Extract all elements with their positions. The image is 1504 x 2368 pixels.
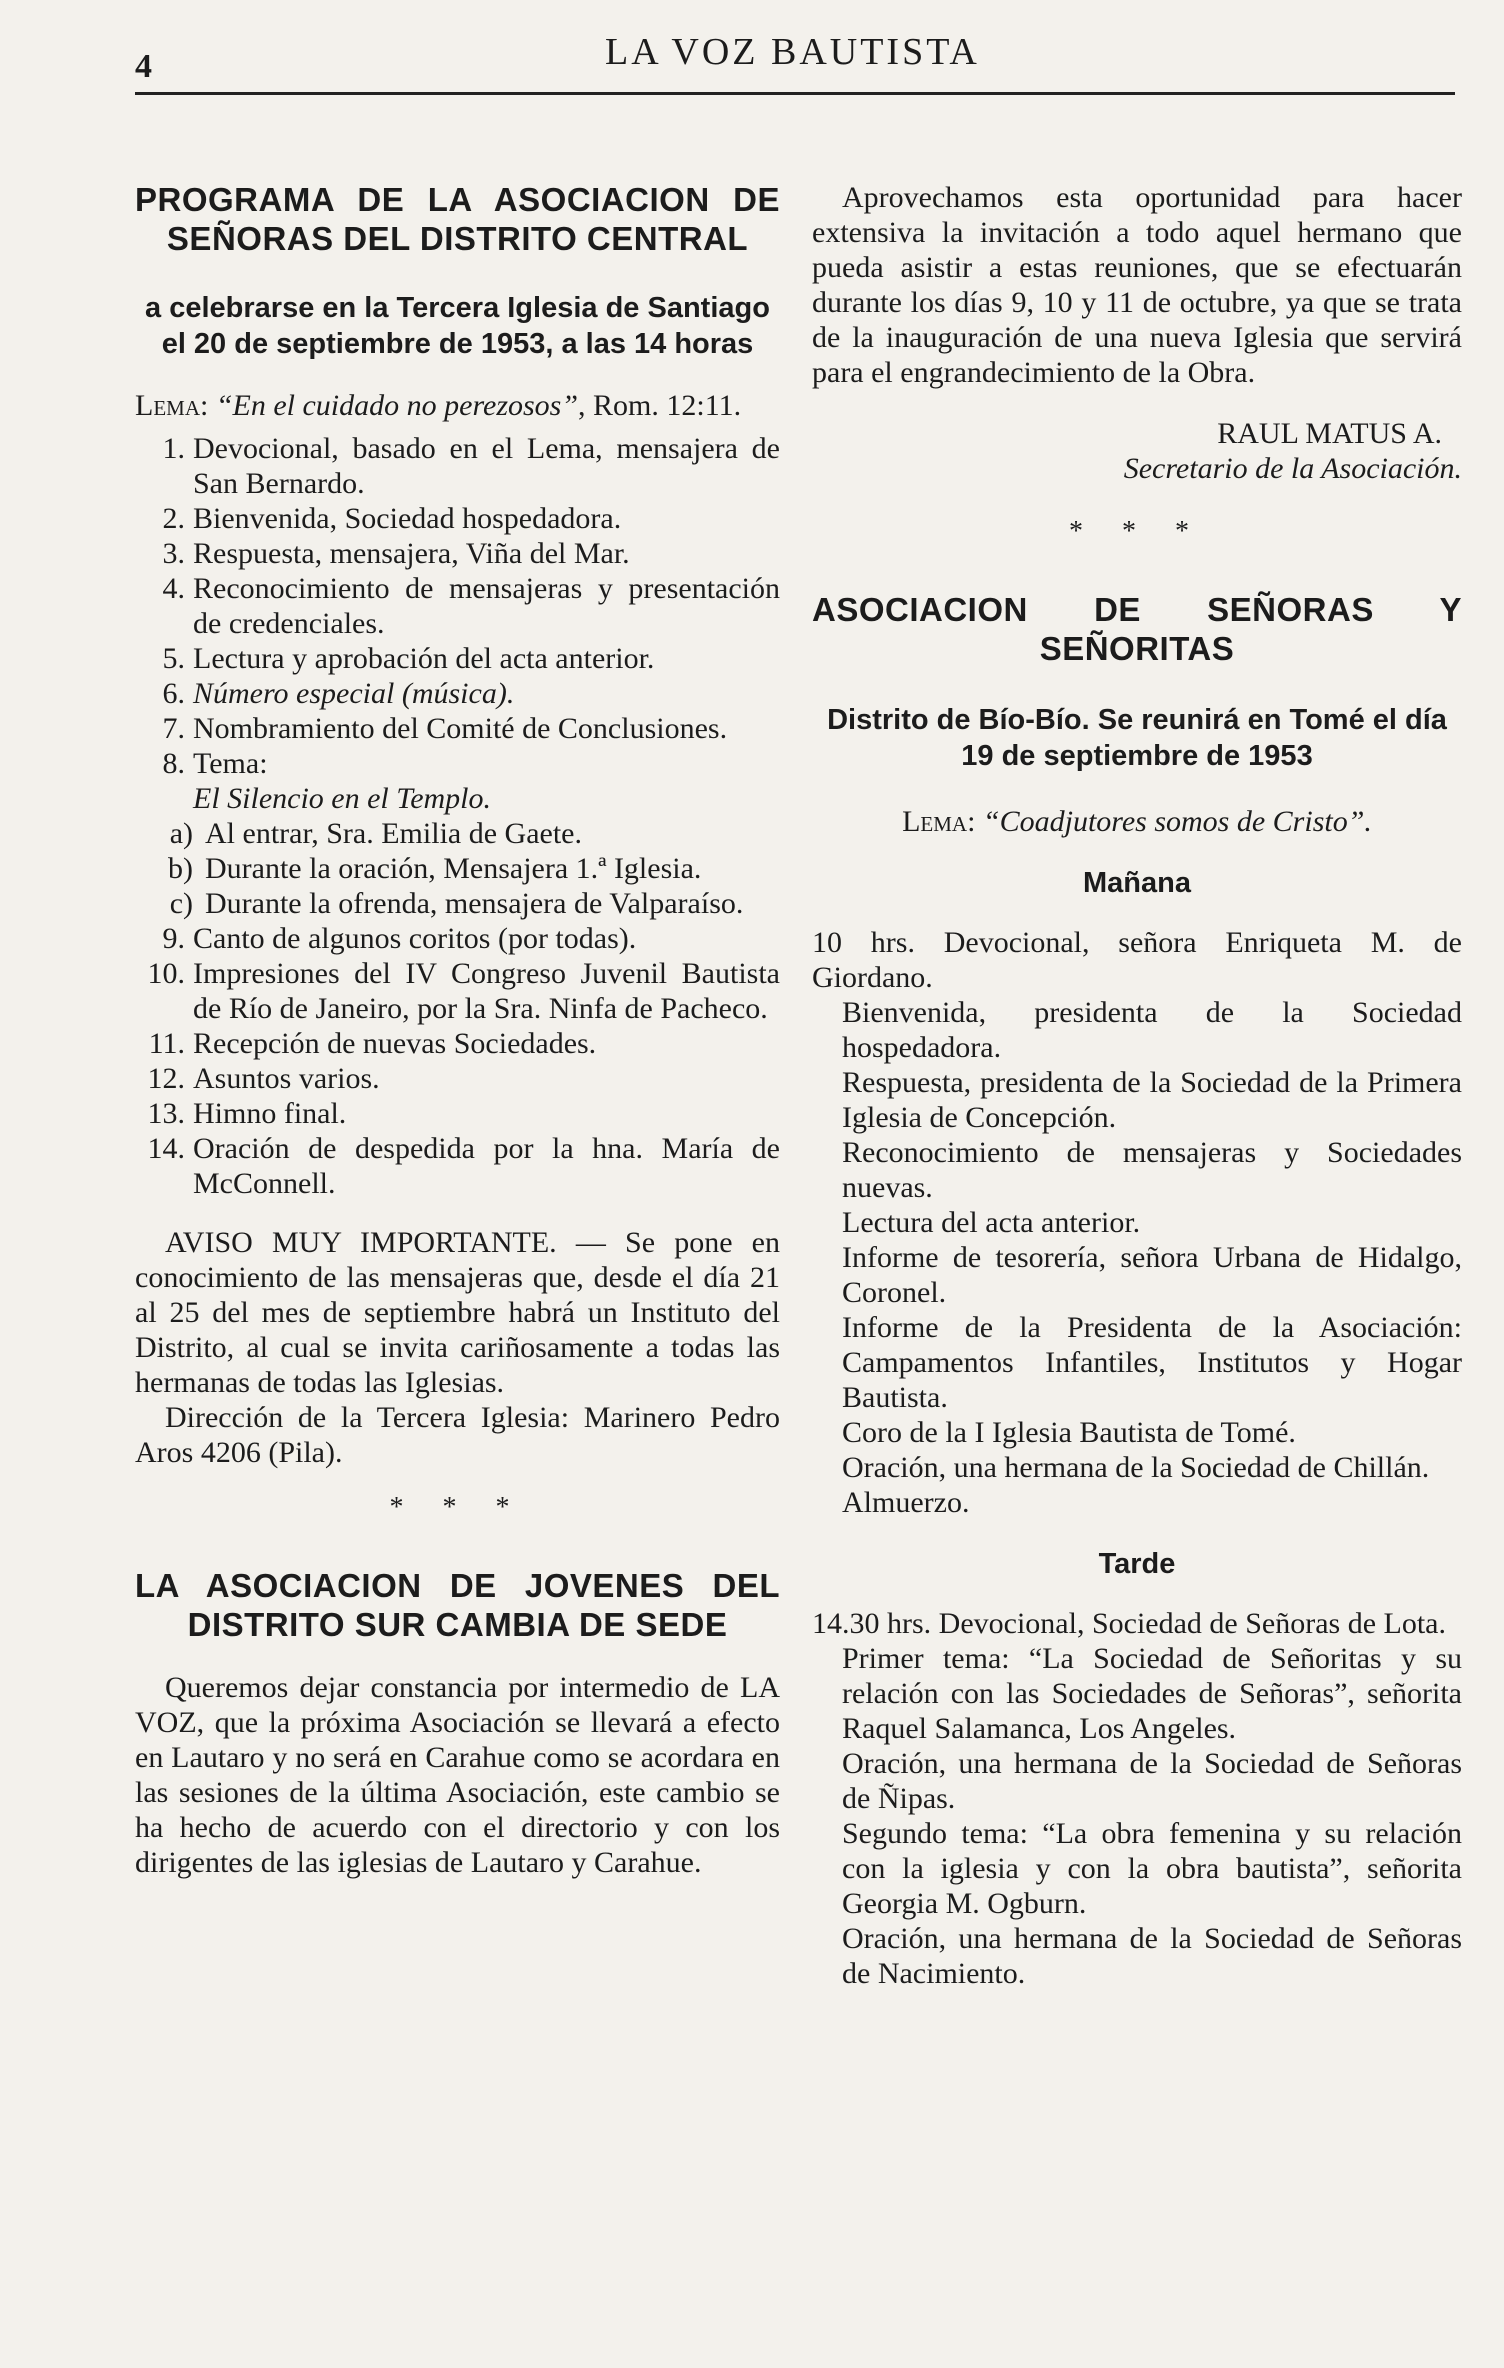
list-item: Almuerzo. [842,1486,970,1519]
program-title: PROGRAMA DE LA ASOCIACION DE SEÑORAS DEL DISTRITO CENTRAL [135,181,780,257]
program-subtitle: a celebrarse en la Tercera Iglesia de Santiago el 20 de septiembre de 1953, a las 14 horas [145,292,770,360]
manana-list [812,995,1462,1520]
list-item: Reconocimiento de mensajeras y Sociedades nuevas. [842,1136,1462,1204]
list-item: 12. Asuntos varios. [147,1062,380,1095]
list-item: 6. Número especial (música). [162,677,515,710]
list-item: 13. Himno final. [147,1097,347,1130]
signature-role: Secretario de la Asociación. [1123,452,1462,485]
list-item: 1. Devocional, basado en el Lema, mensajera de San Bernardo. [162,432,780,500]
manana-heading: Mañana [1083,867,1191,899]
list-item: Lectura del acta anterior. [842,1206,1141,1239]
asociacion-title: ASOCIACION DE SEÑORAS Y SEÑORITAS [812,591,1462,667]
masthead: LA VOZ BAUTISTA [605,31,980,73]
tarde-list [812,1641,1462,1991]
jovenes-title: LA ASOCIACION DE JOVENES DEL DISTRITO SUR CAMBIA DE SEDE [135,1567,780,1643]
list-item: Segundo tema: “La obra femenina y su relación con la iglesia y con la obra bautista”, señorita Georgia M. Ogburn. [842,1817,1462,1920]
list-item: 4. Reconocimiento de mensajeras y presentación de credenciales. [162,572,780,640]
lema-label: Lema: [135,389,209,422]
right-column [812,180,1462,1991]
list-item: Oración, una hermana de la Sociedad de Chillán. [842,1451,1430,1484]
list-item: Oración, una hermana de la Sociedad de Señoras de Ñipas. [842,1747,1462,1815]
list-item: b) Durante la oración, Mensajera 1.ª Iglesia. [168,852,702,885]
list-item: 7. Nombramiento del Comité de Conclusiones. [162,712,728,745]
manana-first: 10 hrs. Devocional, señora Enriqueta M. de Giordano. [812,926,1462,994]
page-number: 4 [135,48,152,85]
list-item: 8. Tema: [162,747,268,780]
list-item: 3. Respuesta, mensajera, Viña del Mar. [162,537,630,570]
invitation-paragraph: Aprovechamos esta oportunidad para hacer extensiva la invitación a todo aquel hermano que pueda asistir a estas reuniones, que se efectuarán durante los días 9, 10 y 11 de octubre, ya que se trata de la inauguración de una nueva Iglesia que servirá para el engrandecimiento de la Obra. [812,181,1462,389]
list-item: c) Durante la ofrenda, mensajera de Valparaíso. [169,887,744,920]
tarde-heading: Tarde [1098,1548,1176,1580]
header-rule [135,92,1455,95]
list-item: 5. Lectura y aprobación del acta anterior. [162,642,655,675]
list-item: 10. Impresiones del IV Congreso Juvenil Bautista de Río de Janeiro, por la Sra. Ninfa de Pacheco. [147,957,780,1025]
signature-name: RAUL MATUS A. [1217,417,1442,450]
list-item: Informe de la Presidenta de la Asociación: Campamentos Infantiles, Institutos y Hogar Bautista. [842,1311,1462,1414]
list-item: Informe de tesorería, señora Urbana de Hidalgo, Coronel. [842,1241,1462,1309]
section-divider: * * * [1069,516,1205,547]
list-item: Bienvenida, presidenta de la Sociedad hospedadora. [842,996,1462,1064]
tema-title: El Silencio en el Templo. [193,782,492,815]
list-item: 2. Bienvenida, Sociedad hospedadora. [162,502,622,535]
list-item: a) Al entrar, Sra. Emilia de Gaete. [169,817,582,850]
lema-label: Lema: [902,805,976,838]
lema-ref: , Rom. 12:11. [578,389,742,422]
asociacion-lema [812,804,1462,839]
list-item: Oración, una hermana de la Sociedad de Señoras de Nacimiento. [842,1922,1462,1990]
list-item: Primer tema: “La Sociedad de Señoritas y su relación con las Sociedades de Señoras”, señorita Raquel Salamanca, Los Angeles. [842,1642,1462,1745]
list-item: Coro de la I Iglesia Bautista de Tomé. [842,1416,1296,1449]
list-item: Respuesta, presidenta de la Sociedad de la Primera Iglesia de Concepción. [842,1066,1462,1134]
left-column [135,180,780,1880]
direccion-paragraph: Dirección de la Tercera Iglesia: Marinero Pedro Aros 4206 (Pila). [135,1401,780,1469]
lema-text: “En el cuidado no perezosos” [215,389,579,422]
tema-subitems [135,816,780,921]
list-item: 9. Canto de algunos coritos (por todas). [162,922,637,955]
aviso-paragraph: AVISO MUY IMPORTANTE. — Se pone en conocimiento de las mensajeras que, desde el día 21 al 25 del mes de septiembre habrá un Instituto del Distrito, al cual se invita cariñosamente a todas las hermanas de todas las Iglesias. [135,1226,780,1399]
program-items [135,431,780,816]
program-items-continued [135,921,780,1201]
jovenes-body: Queremos dejar constancia por intermedio de LA VOZ, que la próxima Asociación se llevará a efecto en Lautaro y no será en Carahue como se acordara en las sesiones de la última Asociación, este cambio se ha hecho de acuerdo con el directorio y con los dirigentes de las iglesias de Lautaro y Carahue. [135,1671,780,1879]
list-item: 14. Oración de despedida por la hna. María de McConnell. [147,1132,780,1200]
asociacion-subtitle: Distrito de Bío-Bío. Se reunirá en Tomé el día 19 de septiembre de 1953 [827,704,1447,772]
section-divider: * * * [389,1492,526,1523]
list-item: 11. Recepción de nuevas Sociedades. [148,1027,597,1060]
lema-text: “Coadjutores somos de Cristo”. [982,805,1372,838]
page-header [135,28,1455,98]
tarde-first: 14.30 hrs. Devocional, Sociedad de Señoras de Lota. [812,1607,1446,1640]
program-lema [135,388,780,423]
